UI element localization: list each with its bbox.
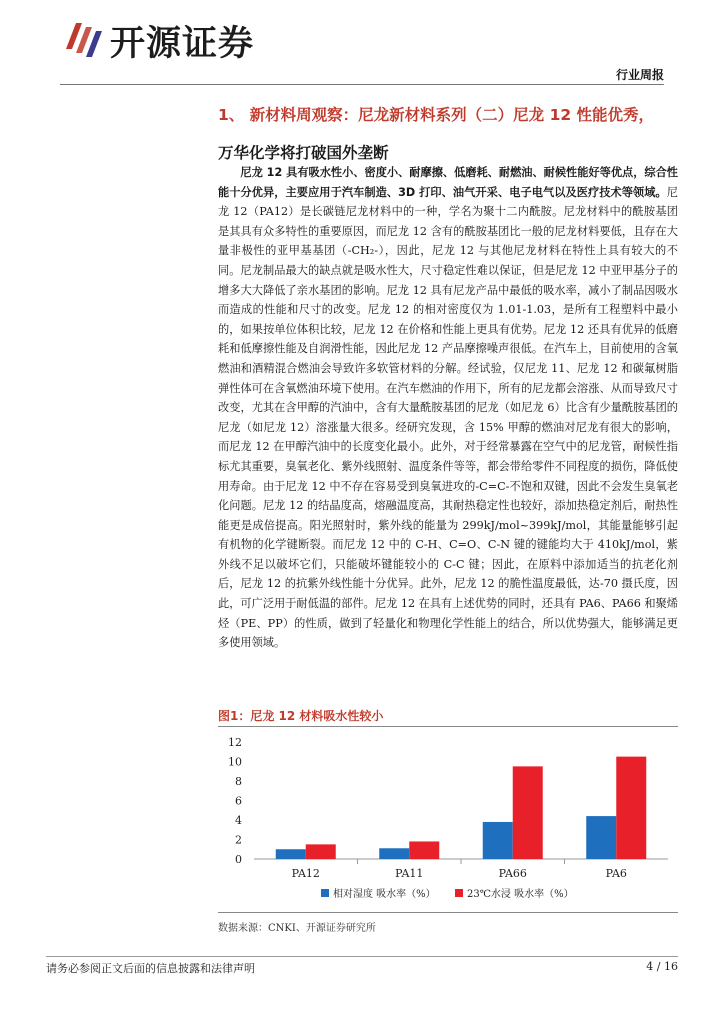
bar-pa66-series1 bbox=[483, 822, 513, 859]
legend-swatch bbox=[455, 889, 463, 897]
water-absorption-chart bbox=[218, 730, 678, 910]
x-tick-label: PA12 bbox=[291, 867, 320, 880]
legend-swatch bbox=[321, 889, 329, 897]
y-tick-label: 2 bbox=[235, 833, 242, 847]
section-title-line2: 万华化学将打破国外垄断 bbox=[218, 144, 389, 162]
y-axis bbox=[228, 736, 242, 866]
chart-legend bbox=[321, 887, 574, 900]
y-tick-label: 0 bbox=[235, 853, 242, 866]
logo-mark-icon bbox=[60, 19, 104, 63]
bar-pa11-series2 bbox=[409, 841, 439, 859]
bar-pa12-series2 bbox=[306, 844, 336, 859]
y-tick-label: 12 bbox=[228, 736, 242, 749]
doc-type-label: 行业周报 bbox=[615, 68, 664, 82]
x-tick-label: PA66 bbox=[498, 867, 527, 880]
company-logo bbox=[60, 16, 254, 66]
y-tick-label: 10 bbox=[228, 755, 242, 769]
y-tick-label: 8 bbox=[235, 775, 242, 788]
y-tick-label: 4 bbox=[235, 814, 242, 827]
company-name: 开源证券 bbox=[110, 24, 255, 64]
section-title-line1: 1、 新材料周观察：尼龙新材料系列（二）尼龙 12 性能优秀， bbox=[218, 106, 655, 124]
bars bbox=[276, 757, 647, 859]
section-title bbox=[218, 96, 678, 172]
page-number: 4 / 16 bbox=[646, 960, 678, 973]
x-axis bbox=[254, 859, 668, 880]
bar-pa11-series1 bbox=[379, 848, 409, 859]
figure-title-divider bbox=[218, 726, 678, 727]
body-text: 尼龙 12（PA12）是长碳链尼龙材料中的一种，学名为聚十二内酰胺。尼龙材料中的酰胺基团是其具有众多特性的重要原因，而尼龙 12 含有的酰胺基团比一般的尼龙材料要低，且存在大量非极性的亚甲基基团（-CH₂-），因此，尼龙 12 与其他尼龙材料在特性上具有较大的不同。尼龙制品最大的缺点就是吸水性大，尺寸稳定性难以保证，但是尼龙 12 中亚甲基分子的增多大大降低了亲水基团的影响。尼龙 12 具有尼龙产品中最低的吸水率，减小了制品因吸水而造成的性能和尺寸的改变。尼龙 12 的相对密度仅为 1.01-1.03，是所有工程塑料中最小的，如果按单位体积比较，尼龙 12 在价格和性能上更具有优势。尼龙 12 还具有优异的低磨耗和低摩擦性能及自润滑性能，因此尼龙 12 产品摩擦噪声很低。在汽车上，目前使用的含氧燃油和酒精混合燃油会导致许多软管材料的分解。经试验，仅尼龙 11、尼龙 12 和碳氟树脂弹性体可在含氧燃油环境下使用。在汽车燃油的作用下，所有的尼龙都会溶涨、从而导致尺寸改变，尤其在含甲醇的汽油中，含有大量酰胺基团的尼龙（如尼龙 6）比含有少量酰胺基团的尼龙（如尼龙 12）溶涨量大很多。经研究发现，含 15% 甲醇的燃油对尼龙有很大的影响，而尼龙 12 在甲醇汽油中的长度变化最小。此外，对于经常暴露在空气中的尼龙管，耐候性指标尤其重要，臭氧老化、紫外线照射、温度条件等等，都会带给零件不同程度的损伤，降低使用寿命。由于尼龙 12 中不存在容易受到臭氧进攻的-C=C-不饱和双键，因此不会发生臭氧老化问题。尼龙 12 的结晶度高，熔融温度高，其耐热稳定性也较好，添加热稳定剂后，耐热性能更是成倍提高。阳光照射时，紫外线的能量为 299kJ/mol~399kJ/mol，其能量能够引起有机物的化学键断裂。而尼龙 12 中的 C-H、C=O、C-N 键的键能均大于 410kJ/mol，紫外线不足以破坏它们，只能破坏键能较小的 C-C 键；因此，在原料中添加适当的抗老化剂后，尼龙 12 的抗紫外线性能十分优异。此外，尼龙 12 的脆性温度最低，达-70 摄氏度，因此，可广泛用于耐低温的部件。尼龙 12 在具有上述优势的同时，还具有 PA6、PA66 和聚烯烃（PE、PP）的性质，做到了轻量化和物理化学性能上的结合，所以优势强大，能够满足更多使用领域。 bbox=[218, 185, 678, 650]
footer-divider bbox=[46, 956, 678, 957]
x-tick-label: PA11 bbox=[395, 867, 424, 880]
figure-title: 图1：尼龙 12 材料吸水性较小 bbox=[218, 709, 384, 723]
x-tick-label: PA6 bbox=[605, 867, 627, 880]
legend-entry: 相对湿度 吸水率（%） bbox=[333, 889, 436, 900]
body-lead-bold: 尼龙 12 具有吸水性小、密度小、耐摩擦、低磨耗、耐燃油、耐候性能好等优点，综合性能十分优异，主要应用于汽车制造、3D 打印、油气开采、电子电气以及医疗技术等领域。 bbox=[218, 166, 678, 199]
bar-pa66-series2 bbox=[513, 766, 543, 859]
footer-disclaimer: 请务必参阅正文后面的信息披露和法律声明 bbox=[46, 962, 255, 975]
legend-entry: 23℃水浸 吸水率（%） bbox=[467, 889, 574, 900]
y-tick-label: 6 bbox=[235, 794, 242, 808]
figure-bottom-divider bbox=[218, 912, 678, 913]
figure-source: 数据来源：CNKI、开源证券研究所 bbox=[218, 923, 376, 934]
bar-pa6-series1 bbox=[586, 816, 616, 859]
bar-pa6-series2 bbox=[616, 757, 646, 859]
header-divider bbox=[60, 84, 664, 85]
bar-pa12-series1 bbox=[276, 849, 306, 859]
body-paragraph bbox=[218, 163, 678, 653]
